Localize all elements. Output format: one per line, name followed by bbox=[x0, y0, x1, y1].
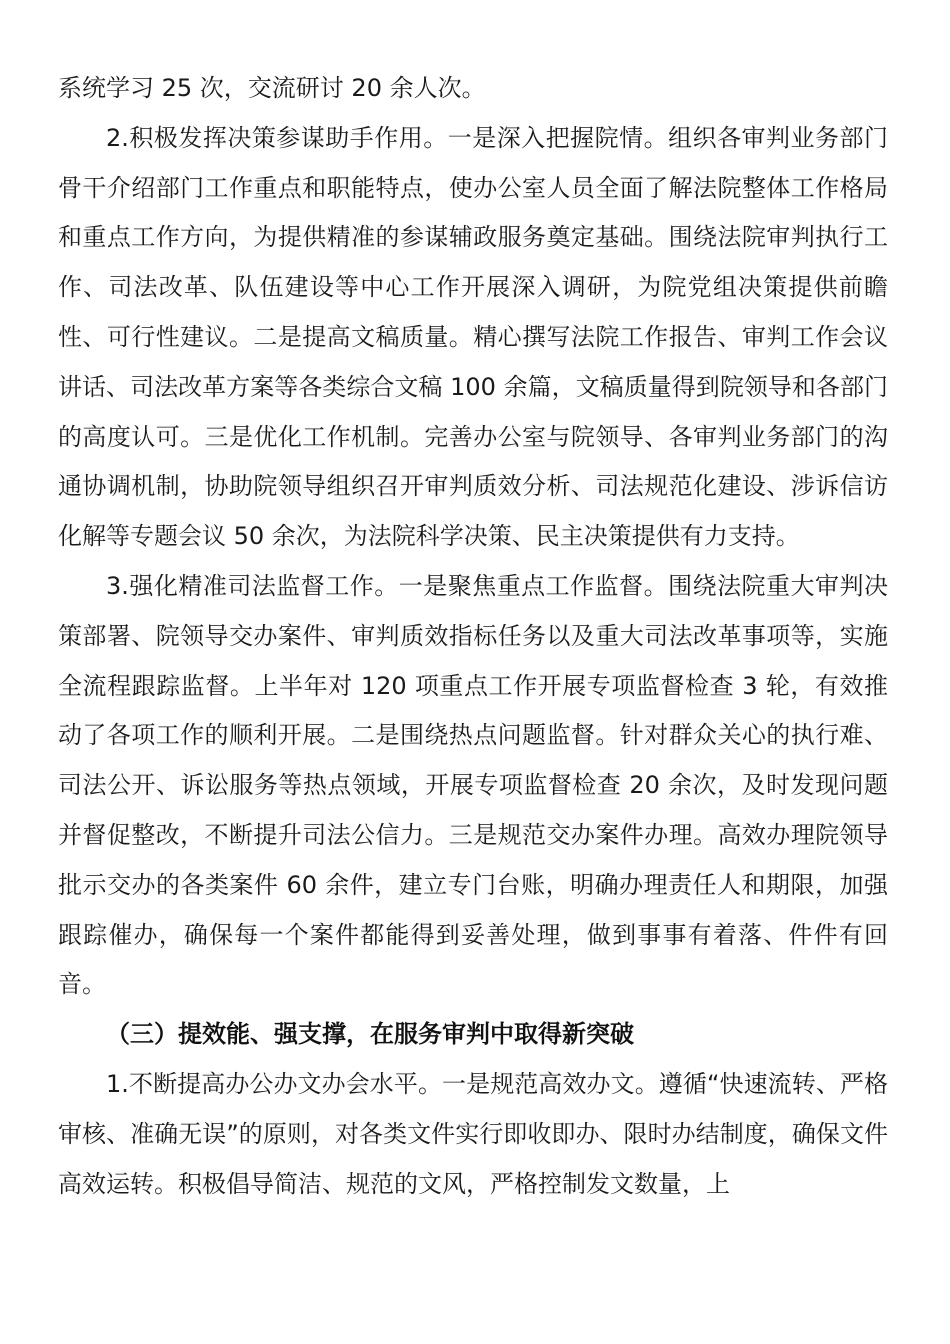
section-heading: （三）提效能、强支撑，在服务审判中取得新突破 bbox=[106, 1020, 634, 1049]
paragraph-decision-advisory: 2.积极发挥决策参谋助手作用。一是深入把握院情。组织各审判业务部门骨干介绍部门工作重点和职能特点，使办公室人员全面了解法院整体工作格局和重点工作方向，为提供精准的参谋辅政服务奠定基础。围绕法院审判执行工作、司法改革、队伍建设等中心工作开展深入调研，为院党组决策提供前瞻性、可行性建议。二是提高文稿质量。精心撰写法院工作报告、审判工作会议讲话、司法改革方案等各类综合文稿 100 余篇，文稿质量得到院领导和各部门的高度认可。三是优化工作机制。完善办公室与院领导、各审判业务部门的沟通协调机制，协助院领导组织召开审判质效分析、司法规范化建设、涉诉信访化解等专题会议 50 余次，为法院科学决策、民主决策提供有力支持。 bbox=[58, 123, 888, 551]
paragraph-office-work: 1.不断提高办公办文办会水平。一是规范高效办文。遵循“快速流转、严格审核、准确无误”的原则，对各类文件实行即收即办、限时办结制度，确保文件高效运转。积极倡导简洁、规范的文风，严格控制发文数量，上 bbox=[58, 1069, 888, 1198]
paragraph-judicial-supervision: 3.强化精准司法监督工作。一是聚焦重点工作监督。围绕法院重大审判决策部署、院领导交办案件、审判质效指标任务以及重大司法改革事项等，实施全流程跟踪监督。上半年对 120 项重点工作开展专项监督检查 3 轮，有效推动了各项工作的顺利开展。二是围绕热点问题监督。针对群众关心的执行难、司法公开、诉讼服务等热点领域，开展专项监督检查 20 余次，及时发现问题并督促整改，不断提升司法公信力。三是规范交办案件办理。高效办理院领导批示交办的各类案件 60 余件，建立专门台账，明确办理责任人和期限，加强跟踪催办，确保每一个案件都能得到妥善处理，做到事事有着落、件件有回音。 bbox=[58, 571, 888, 999]
paragraph-continuation: 系统学习 25 次，交流研讨 20 余人次。 bbox=[58, 74, 486, 102]
document-body bbox=[58, 64, 888, 1209]
